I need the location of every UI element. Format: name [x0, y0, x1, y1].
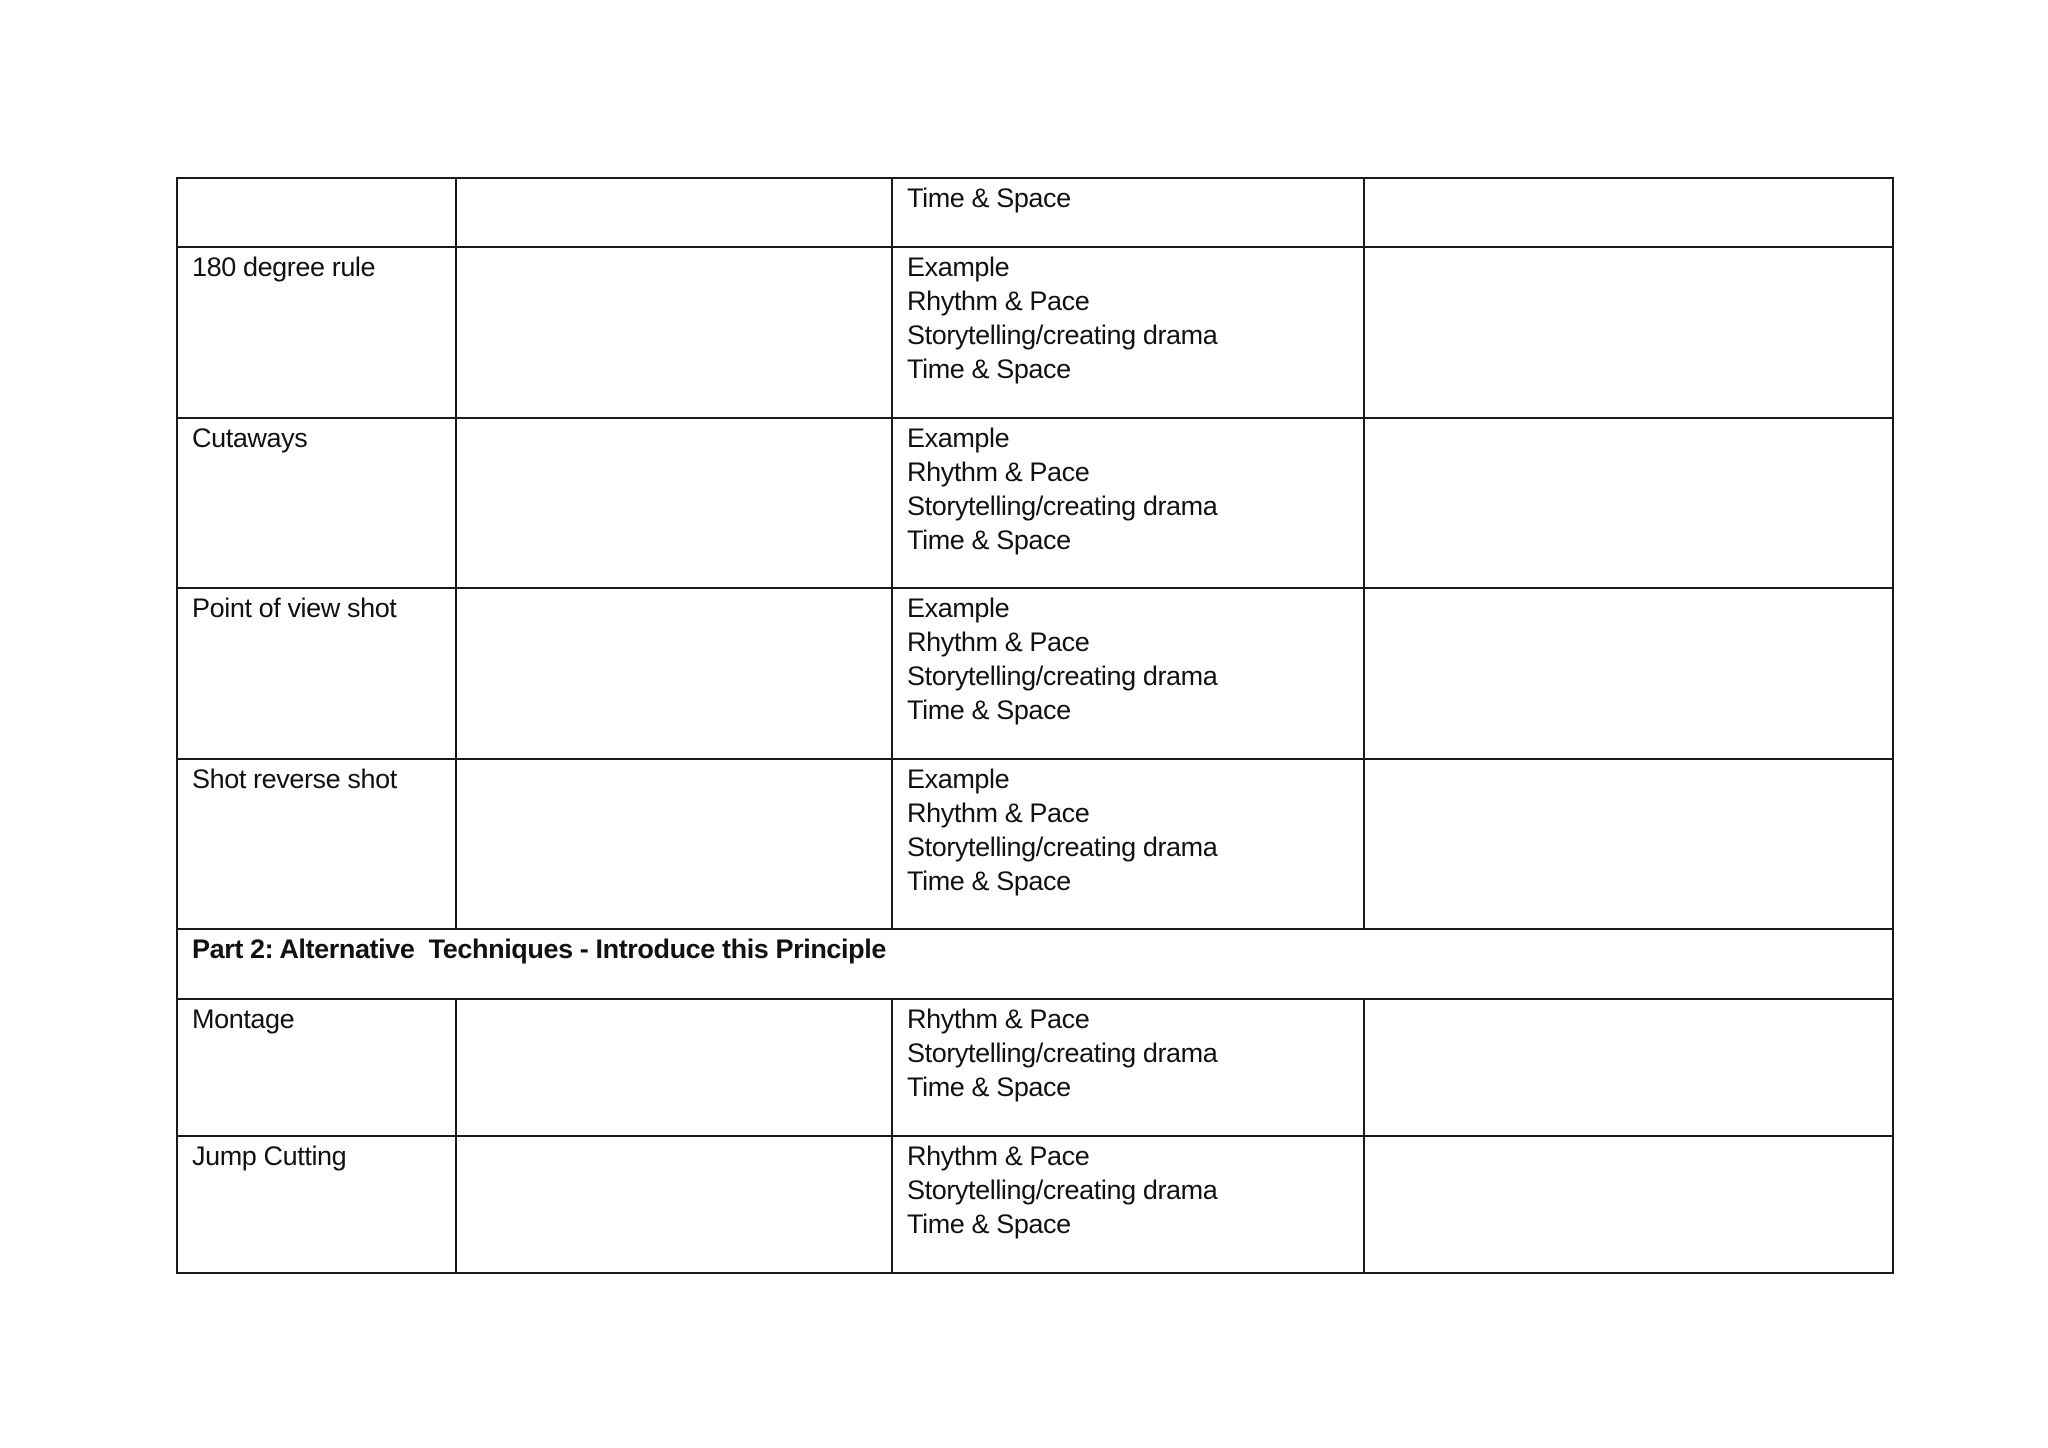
- technique-cell: Cutaways: [177, 418, 456, 588]
- section-heading: Part 2: Alternative Techniques - Introduce this Principle: [177, 929, 1893, 999]
- table-row: [177, 999, 1893, 1136]
- principles-cell: [892, 999, 1364, 1136]
- principle-line: Rhythm & Pace: [907, 798, 1090, 828]
- principle-line: Example: [907, 593, 1010, 623]
- principle-line: Example: [907, 423, 1010, 453]
- evidence-cell: [1364, 588, 1893, 759]
- technique-cell: Jump Cutting: [177, 1136, 456, 1273]
- table-row: [177, 1136, 1893, 1273]
- principle-line: Storytelling/creating drama: [907, 661, 1218, 691]
- principle-line: Storytelling/creating drama: [907, 491, 1218, 521]
- technique-cell: Point of view shot: [177, 588, 456, 759]
- principle-line: Time & Space: [907, 866, 1071, 896]
- technique-cell: Shot reverse shot: [177, 759, 456, 929]
- principle-line: Rhythm & Pace: [907, 457, 1090, 487]
- principle-line: Storytelling/creating drama: [907, 320, 1218, 350]
- evidence-cell: [1364, 247, 1893, 418]
- principle-line: Example: [907, 764, 1010, 794]
- principle-line: Storytelling/creating drama: [907, 1175, 1218, 1205]
- notes-cell: [456, 1136, 892, 1273]
- principle-line: Example: [907, 252, 1010, 282]
- evidence-cell: [1364, 999, 1893, 1136]
- technique-cell: [177, 178, 456, 247]
- principle-line: Time & Space: [907, 695, 1071, 725]
- principles-cell: [892, 247, 1364, 418]
- notes-cell: [456, 759, 892, 929]
- principle-line: Time & Space: [907, 183, 1071, 213]
- principles-cell: [892, 1136, 1364, 1273]
- principle-line: Rhythm & Pace: [907, 286, 1090, 316]
- evidence-cell: [1364, 418, 1893, 588]
- principle-line: Storytelling/creating drama: [907, 832, 1218, 862]
- principle-line: Rhythm & Pace: [907, 1141, 1090, 1171]
- principle-line: Time & Space: [907, 354, 1071, 384]
- evidence-cell: [1364, 1136, 1893, 1273]
- principle-line: Time & Space: [907, 1209, 1071, 1239]
- evidence-cell: [1364, 759, 1893, 929]
- table-row: [177, 178, 1893, 247]
- table-row: [177, 247, 1893, 418]
- table-row: [177, 418, 1893, 588]
- principles-cell: [892, 418, 1364, 588]
- notes-cell: [456, 247, 892, 418]
- table-row: [177, 588, 1893, 759]
- evidence-cell: [1364, 178, 1893, 247]
- table-row: [177, 759, 1893, 929]
- principle-line: Rhythm & Pace: [907, 1004, 1090, 1034]
- notes-cell: [456, 999, 892, 1136]
- principle-line: Storytelling/creating drama: [907, 1038, 1218, 1068]
- principles-cell: [892, 178, 1364, 247]
- principles-cell: [892, 759, 1364, 929]
- principle-line: Time & Space: [907, 1072, 1071, 1102]
- techniques-table: [176, 177, 1894, 1274]
- principle-line: Rhythm & Pace: [907, 627, 1090, 657]
- principles-cell: [892, 588, 1364, 759]
- notes-cell: [456, 418, 892, 588]
- principle-line: Time & Space: [907, 525, 1071, 555]
- technique-cell: Montage: [177, 999, 456, 1136]
- section-heading-row: [177, 929, 1893, 999]
- technique-cell: 180 degree rule: [177, 247, 456, 418]
- notes-cell: [456, 178, 892, 247]
- notes-cell: [456, 588, 892, 759]
